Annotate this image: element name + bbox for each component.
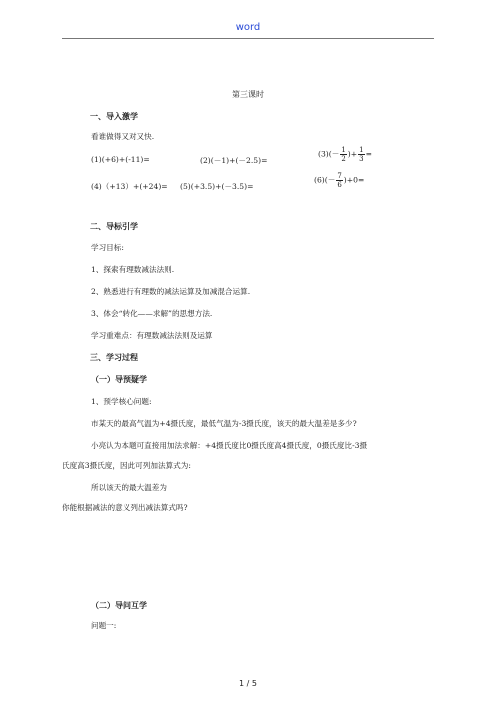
fraction-3-denominator: 6 xyxy=(337,181,342,189)
exercise-3-prefix: (3)(－ xyxy=(318,149,340,159)
solution-line-1: 小亮认为本题可直接用加法求解：+4摄氏度比0摄氏度高4摄氏度，0摄氏度比-3摄 xyxy=(91,441,368,450)
exercise-3-fraction-2 xyxy=(358,146,364,163)
goal-2: 2、熟悉进行有理数的减法运算及加减混合运算. xyxy=(91,287,251,296)
problem-text: 市某天的最高气温为+4摄氏度，最低气温为-3摄氏度，该天的最大温差是多少? xyxy=(91,419,357,428)
header-rule xyxy=(62,38,434,39)
section-1-heading: 一、导入激学 xyxy=(90,112,138,121)
fraction-2-numerator: 1 xyxy=(359,146,364,154)
fraction-3-numerator: 7 xyxy=(337,172,342,180)
exercise-3 xyxy=(318,146,372,163)
subsection-1-heading: （一）导预疑学 xyxy=(91,375,147,384)
fraction-2-denominator: 3 xyxy=(359,155,364,163)
exercise-1: (1)(+6)+(-11)= xyxy=(91,155,150,164)
solution-line-2: 氏度高3摄氏度，因此可列加法算式为: xyxy=(62,461,191,470)
goal-3: 3、体会“转化——求解”的思想方法. xyxy=(91,309,213,318)
subtraction-question: 你能根据减法的意义列出减法算式吗? xyxy=(62,503,188,512)
exercise-3-fraction-1 xyxy=(340,146,346,163)
subsection-2-heading: （二）导问互学 xyxy=(91,601,147,610)
exercise-5: (5)(+3.5)+(－3.5)= xyxy=(180,182,254,191)
exercise-6-prefix: (6)(－ xyxy=(314,175,336,185)
exercise-6-fraction xyxy=(336,172,342,189)
page-title: 第三课时 xyxy=(232,90,264,99)
exercise-3-middle: )+ xyxy=(347,149,358,159)
goal-1: 1、探索有理数减法法则. xyxy=(91,265,175,274)
question-1-label: 问题一: xyxy=(91,621,117,630)
section-1-intro: 看谁做得又对又快. xyxy=(91,132,155,141)
header-word-link[interactable]: word xyxy=(235,22,261,33)
section-3-heading: 三、学习过程 xyxy=(90,353,138,362)
goals-label: 学习目标: xyxy=(91,243,124,252)
exercise-2: (2)(－1)+(－2.5)= xyxy=(200,156,268,165)
exercise-4: (4)（+13）+(+24)= xyxy=(91,182,168,191)
section-2-heading: 二、导标引学 xyxy=(90,222,138,231)
exercise-3-suffix: = xyxy=(365,149,372,159)
fraction-1-denominator: 2 xyxy=(341,155,346,163)
key-points: 学习重难点：有理数减法法则及运算 xyxy=(91,331,213,340)
pre-study-label: 1、预学核心问题: xyxy=(91,397,152,406)
page-number: 1 / 5 xyxy=(239,679,257,688)
fraction-1-numerator: 1 xyxy=(341,146,346,154)
exercise-6 xyxy=(314,172,364,189)
max-temp-diff-line: 所以该天的最大温差为 xyxy=(91,483,167,492)
exercise-6-suffix: )+0= xyxy=(343,175,365,185)
